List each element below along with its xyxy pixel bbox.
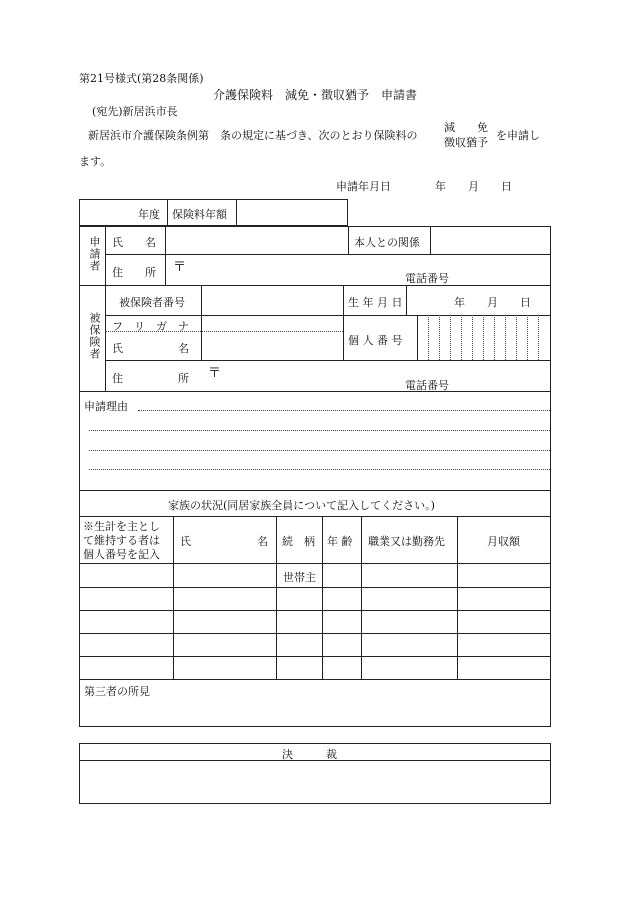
decision-label: 決 裁 bbox=[282, 748, 337, 761]
postal-mark: 〒 bbox=[173, 260, 187, 275]
reason-label: 申請理由 bbox=[84, 400, 128, 413]
applicant-section-label: 申請者 bbox=[88, 236, 101, 272]
birthdate-field[interactable] bbox=[407, 286, 550, 314]
insured-postal-mark: 〒 bbox=[208, 366, 222, 381]
family-job-header: 職業又は勤務先 bbox=[368, 535, 445, 548]
intro-text: 新居浜市介護保険条例第 条の規定に基づき、次のとおり保険料の bbox=[88, 129, 418, 142]
option-exemption: 減 免 bbox=[444, 121, 488, 134]
family-row[interactable] bbox=[80, 611, 550, 632]
insured-name-label: 氏 名 bbox=[112, 342, 189, 355]
option-deferral: 徴収猶予 bbox=[444, 136, 488, 149]
birthdate-ymd: 年 月 日 bbox=[454, 296, 531, 309]
form-title: 介護保険料 減免・徴収猶予 申請書 bbox=[213, 88, 418, 102]
family-note-line3: 個人番号を記入 bbox=[83, 548, 160, 561]
reason-field[interactable] bbox=[80, 392, 550, 489]
fiscal-year-label: 年度 bbox=[138, 208, 160, 221]
relation-label: 本人との関係 bbox=[354, 236, 420, 249]
third-party-field[interactable] bbox=[80, 698, 550, 726]
applicant-address-field[interactable] bbox=[166, 255, 550, 284]
application-date: 申請年月日 年 月 日 bbox=[336, 180, 512, 193]
insured-section-label: 被保険者 bbox=[88, 312, 101, 360]
insured-number-label: 被保険者番号 bbox=[119, 296, 185, 309]
applicant-address-label: 住 所 bbox=[112, 266, 156, 279]
furigana-field[interactable] bbox=[202, 316, 342, 330]
family-age-header: 年 齢 bbox=[327, 535, 353, 548]
family-row[interactable] bbox=[80, 657, 550, 678]
household-head-label: 世帯主 bbox=[283, 571, 316, 584]
relation-field[interactable] bbox=[431, 227, 550, 253]
family-income-header: 月収額 bbox=[487, 535, 520, 548]
insured-number-field[interactable] bbox=[202, 286, 342, 314]
form-number: 第21号様式(第28条関係) bbox=[79, 72, 204, 85]
personal-number-label: 個 人 番 号 bbox=[348, 334, 403, 347]
family-row[interactable] bbox=[80, 634, 550, 655]
family-title: 家族の状況(同居家族全員について記入してください。) bbox=[168, 499, 435, 512]
insured-phone-label: 電話番号 bbox=[405, 379, 449, 392]
family-relation-header: 続 柄 bbox=[282, 535, 315, 548]
applicant-name-field[interactable] bbox=[166, 227, 347, 253]
insured-address-field[interactable] bbox=[202, 361, 550, 390]
decision-field[interactable] bbox=[80, 761, 550, 803]
third-party-label: 第三者の所見 bbox=[84, 685, 150, 698]
personal-number-field[interactable] bbox=[418, 316, 550, 359]
fiscal-year-field[interactable] bbox=[80, 200, 135, 225]
intro-continuation: ます。 bbox=[79, 155, 112, 168]
applicant-phone-label: 電話番号 bbox=[405, 272, 449, 285]
family-note-line1: ※生計を主とし bbox=[83, 520, 160, 533]
furigana-label: フ リ ガ ナ bbox=[112, 320, 189, 333]
family-note-line2: て維持する者は bbox=[83, 534, 160, 547]
family-row[interactable] bbox=[80, 564, 550, 586]
premium-amount-field[interactable] bbox=[237, 200, 347, 225]
intro-tail: を申請し bbox=[496, 129, 540, 142]
insured-name-field[interactable] bbox=[202, 332, 342, 359]
addressee: (宛先)新居浜市長 bbox=[92, 105, 178, 118]
insured-address-label: 住 所 bbox=[112, 372, 189, 385]
applicant-name-label: 氏 名 bbox=[112, 236, 156, 249]
family-row[interactable] bbox=[80, 588, 550, 609]
family-name-header: 氏 名 bbox=[180, 535, 268, 548]
birthdate-label: 生 年 月 日 bbox=[348, 296, 403, 309]
premium-amount-label: 保険料年額 bbox=[172, 208, 227, 221]
